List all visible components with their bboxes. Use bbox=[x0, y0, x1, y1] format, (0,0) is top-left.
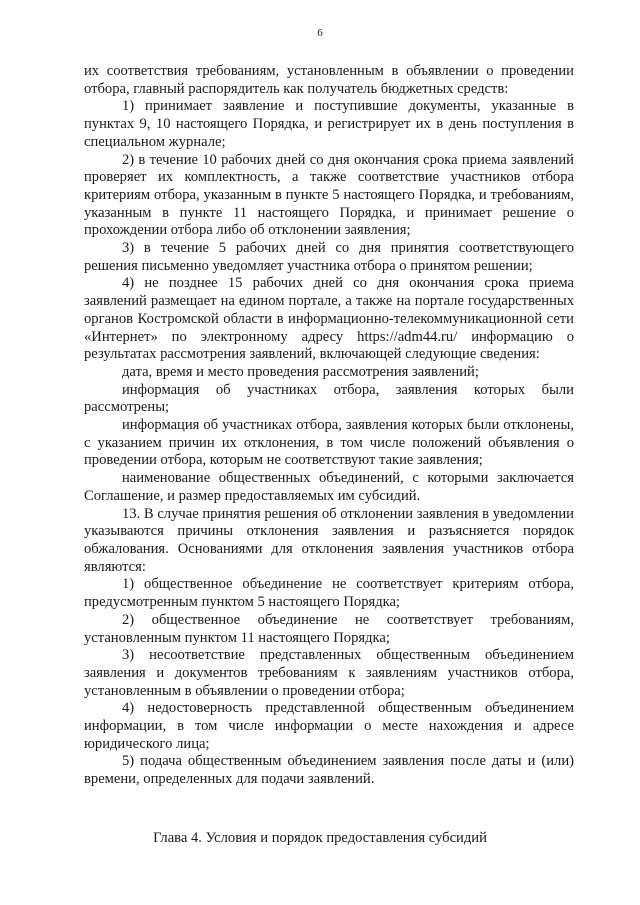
paragraph-item-2-check: 2) в течение 10 рабочих дней со дня окончания срока приема заявлений проверяет их комплектность, а также соответствие участников отбора критериям отбора, указанным в пункте 5 настоящего Порядка, и требованиям, указанным в пункте 11 настоящего Порядка, и принимает решение о прохождении отбора либо об отклонении заявления; bbox=[84, 151, 574, 239]
paragraph-info-rejected: информация об участниках отбора, заявления которых были отклонены, с указанием причин их отклонения, в том числе положений объявления о проведении отбора, которым не соответствуют такие заявления; bbox=[84, 417, 574, 469]
paragraph-reason-4: 4) недостоверность представленной общественным объединением информации, в том числе информации о месте нахождения и адресе юридического лица; bbox=[84, 700, 574, 752]
paragraph-info-agreement: наименование общественных объединений, с которыми заключается Соглашение, и размер предоставляемых им субсидий. bbox=[84, 470, 574, 504]
paragraph-section-13: 13. В случае принятия решения об отклонении заявления в уведомлении указываются причины отклонения заявления и разъясняется порядок обжалования. Основаниями для отклонения заявления участников отбора являются: bbox=[84, 505, 574, 575]
paragraph-info-reviewed: информация об участниках отбора, заявления которых были рассмотрены; bbox=[84, 381, 574, 416]
paragraph-continuation: их соответствия требованиям, установленным в объявлении о проведении отбора, главный распорядитель как получатель бюджетных средств: bbox=[84, 63, 574, 97]
paragraph-reason-2: 2) общественное объединение не соответствует требованиям, установленным пунктом 11 настоящего Порядка; bbox=[84, 611, 574, 646]
paragraph-reason-1: 1) общественное объединение не соответствует критериям отбора, предусмотренным пунктом 5 настоящего Порядка; bbox=[84, 576, 574, 611]
paragraph-reason-5: 5) подача общественным объединением заявления после даты и (или) времени, определенных для подачи заявлений. bbox=[84, 753, 574, 788]
document-body bbox=[84, 63, 574, 789]
chapter-heading: Глава 4. Условия и порядок предоставления субсидий bbox=[153, 830, 487, 846]
paragraph-info-date: дата, время и место проведения рассмотрения заявлений; bbox=[122, 363, 479, 380]
paragraph-item-3-notify: 3) в течение 5 рабочих дней со дня принятия соответствующего решения письменно уведомляет участника отбора о принятом решении; bbox=[84, 240, 574, 274]
paragraph-item-4-publish: 4) не позднее 15 рабочих дней со дня окончания срока приема заявлений размещает на едином портале, а также на портале государственных органов Костромской области в информационно-телекоммуникационной сети «Интернет» по электронному адресу https://adm44.ru/ информацию о результатах рассмотрения заявлений, включающей следующие сведения: bbox=[84, 275, 574, 363]
page-number: 6 bbox=[317, 27, 323, 39]
paragraph-item-1-accept: 1) принимает заявление и поступившие документы, указанные в пунктах 9, 10 настоящего Порядка, и регистрирует их в день поступления в специальном журнале; bbox=[84, 98, 574, 150]
paragraph-reason-3: 3) несоответствие представленных общественным объединением заявления и документов требованиям к заявлениям участников отбора, установленным в объявлении о проведении отбора; bbox=[84, 647, 574, 699]
